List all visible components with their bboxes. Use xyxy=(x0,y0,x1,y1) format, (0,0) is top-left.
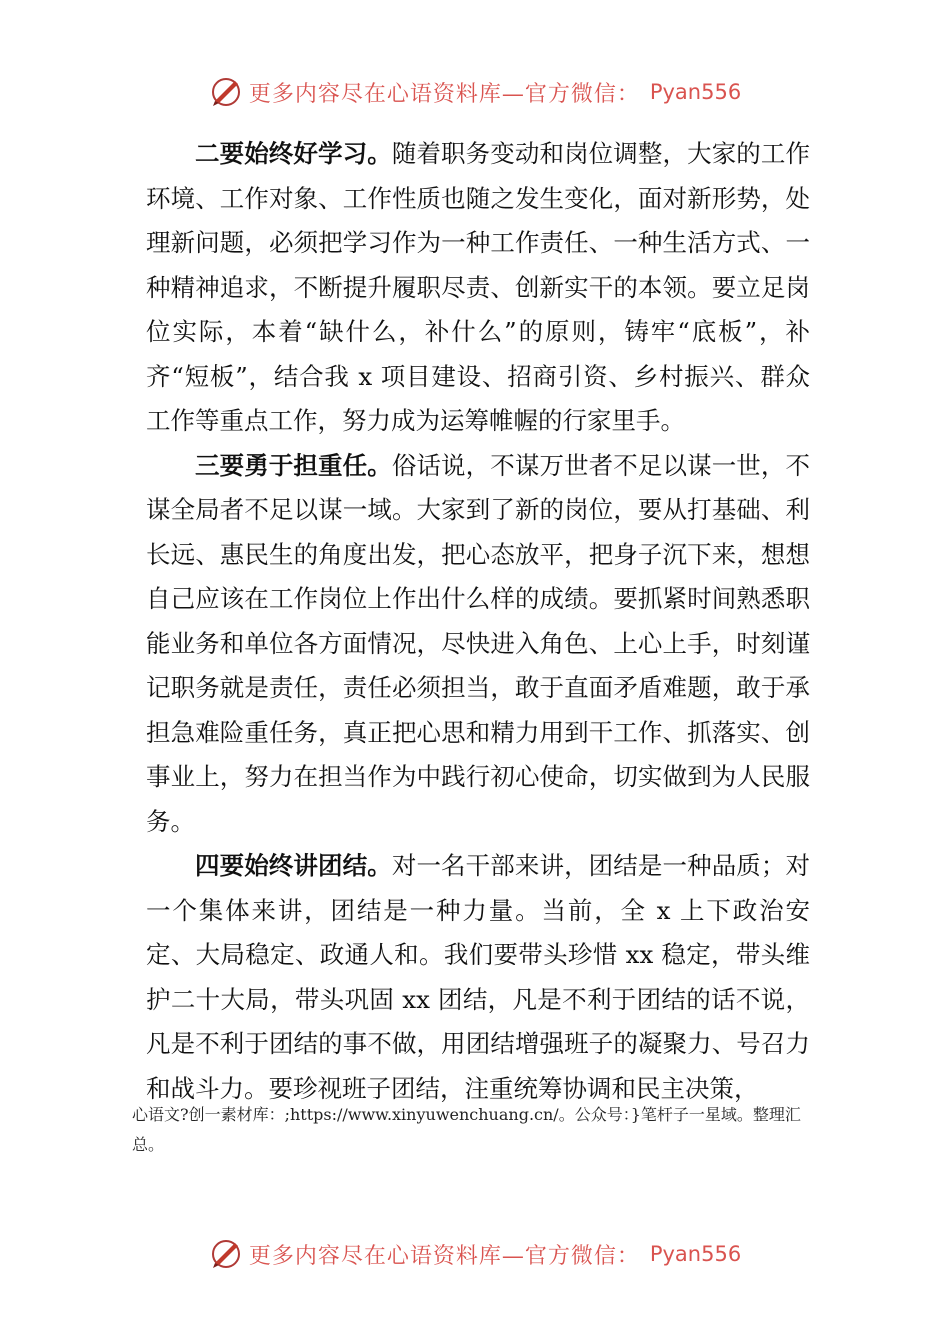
document-body xyxy=(146,132,810,1111)
footer-banner xyxy=(0,1232,950,1276)
footer-banner-text: 更多内容尽在心语资料库—官方微信： xyxy=(248,1243,640,1269)
pen-logo-icon xyxy=(209,1237,243,1271)
source-footnote: 心语文?创一素材库：;https://www.xinyuwenchuang.cn/。公众号：}笔杆子一星域。整理汇总。 xyxy=(132,1105,801,1154)
paragraph-text: 对一名干部来讲，团结是一种品质；对一个集体来讲，团结是一种力量。当前，全 x 上下政治安定、大局稳定、政通人和。我们要带头珍惜 xx 稳定，带头维护二十大局，带头巩固 xx 团结，凡是不利于团结的话不说，凡是不利于团结的事不做，用团结增强班子的凝聚力、号召力和战斗力。要珍视班子团结，注重统筹协调和民主决策， xyxy=(146,851,811,1103)
paragraph-responsibility xyxy=(146,444,810,845)
paragraph-lead: 三要勇于担重任。 xyxy=(195,450,392,480)
paragraph-lead: 四要始终讲团结。 xyxy=(195,851,392,880)
paragraph-lead: 二要始终好学习。 xyxy=(195,139,392,168)
paragraph-text: 俗话说，不谋万世者不足以谋一世，不谋全局者不足以谋一域。大家到了新的岗位，要从打基础、利长远、惠民生的角度出发，把心态放平，把身子沉下来，想想自己应该在工作岗位上作出什么样的成绩。要抓紧时间熟悉职能业务和单位各方面情况，尽快进入角色、上心上手，时刻谨记职务就是责任，责任必须担当，敢于直面矛盾难题，敢于承担急难险重任务，真正把心思和精力用到干工作、抓落实、创事业上，努力在担当作为中践行初心使命，切实做到为人民服务。 xyxy=(146,450,811,836)
paragraph-text: 随着职务变动和岗位调整，大家的工作环境、工作对象、工作性质也随之发生变化，面对新形势，处理新问题，必须把学习作为一种工作责任、一种生活方式、一种精神追求，不断提升履职尽责、创新实干的本领。要立足岗位实际，本着“缺什么，补什么”的原则，铸牢“底板”，补齐“短板”，结合我 x 项目建设、招商引资、乡村振兴、群众工作等重点工作，努力成为运筹帷幄的行家里手。 xyxy=(146,139,811,435)
pen-logo-icon xyxy=(209,75,243,109)
header-banner-text: 更多内容尽在心语资料库—官方微信： xyxy=(248,81,640,107)
paragraph-learning xyxy=(146,132,810,444)
paragraph-unity xyxy=(146,844,810,1111)
footer-contact: Pyan556 xyxy=(649,1242,742,1266)
header-banner xyxy=(0,70,950,114)
header-contact: Pyan556 xyxy=(649,80,742,104)
